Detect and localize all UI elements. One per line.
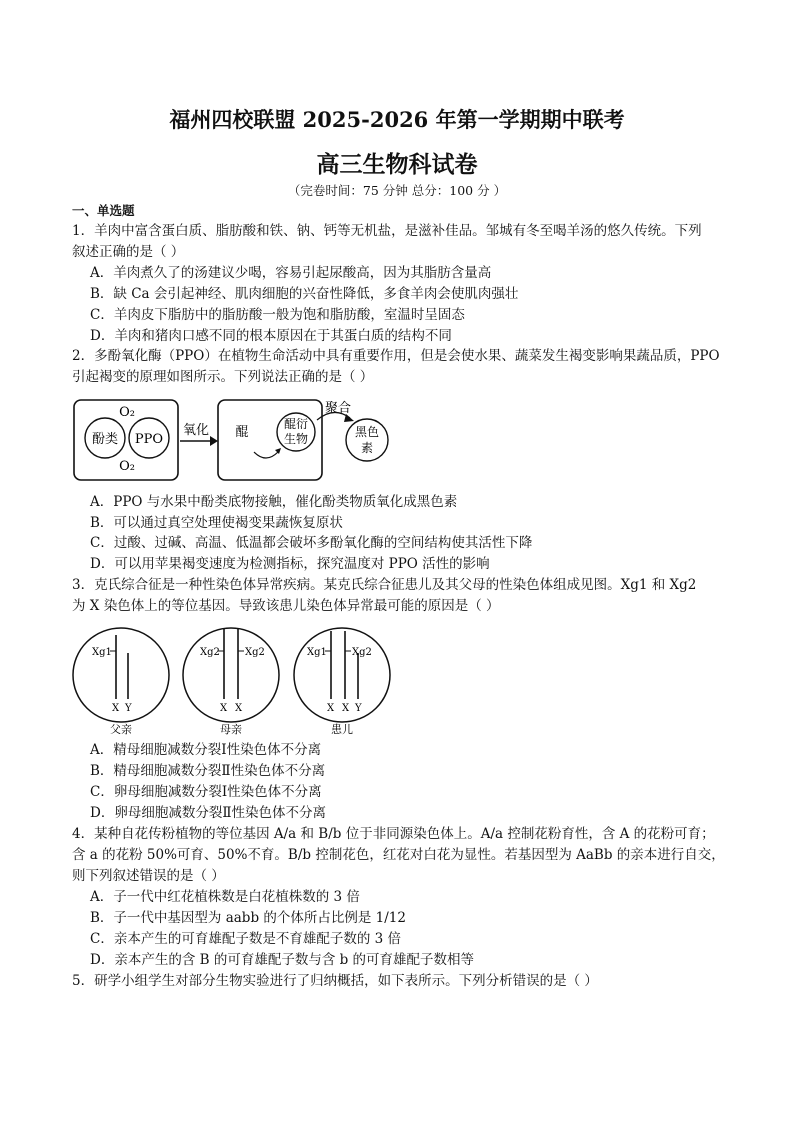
q1-stem-line2: 叙述正确的是（ ） bbox=[72, 244, 185, 260]
q3-stem-line2: 为 X 染色体上的等位基因。导致该患儿染色体异常最可能的原因是（ ） bbox=[72, 598, 500, 614]
child-chromosome-y: Y bbox=[355, 703, 362, 714]
q3-option-b: B．精母细胞减数分裂Ⅱ性染色体不分离 bbox=[90, 763, 326, 779]
mother-gene-right: Xg2 bbox=[245, 647, 265, 658]
mother-gene-left: Xg2 bbox=[200, 647, 220, 658]
q1-option-a: A．羊肉煮久了的汤建议少喝，容易引起尿酸高，因为其脂肪含量高 bbox=[90, 265, 492, 281]
q4-stem-line2: 含 a 的花粉 50%可育、50%不育。B/b 控制花色，红花对白花为显性。若基因型为 AaBb 的亲本进行自交， bbox=[72, 847, 725, 863]
melanin-label-line1: 黑色 bbox=[354, 425, 380, 439]
quinone-to-derivative-arrow bbox=[254, 452, 278, 458]
section-heading: 一、单选题 bbox=[72, 203, 135, 218]
o2-bottom-label: O₂ bbox=[119, 459, 135, 474]
exam-subtitle: 高三生物科试卷 bbox=[316, 151, 478, 178]
mother-chromosome-x2: X bbox=[235, 703, 243, 714]
q2-option-d: D．可以用苹果褐变速度为检测指标，探究温度对 PPO 活性的影响 bbox=[90, 556, 490, 572]
child-chromosome-x2: X bbox=[342, 703, 350, 714]
child-gene-right: Xg2 bbox=[352, 647, 372, 658]
melanin-label-line2: 素 bbox=[360, 441, 374, 455]
q4-stem-line1: 4．某种自花传粉植物的等位基因 A/a 和 B/b 位于非同源染色体上。A/a 控制花粉育性，含 A 的花粉可育； bbox=[72, 826, 715, 842]
oxidation-arrowhead bbox=[210, 436, 218, 446]
father-chromosome-x: X bbox=[112, 703, 120, 714]
child-gene-left: Xg1 bbox=[307, 647, 327, 658]
q4-option-d: D．亲本产生的含 B 的可育雄配子数与含 b 的可育雄配子数相等 bbox=[90, 952, 475, 968]
q1-option-d: D．羊肉和猪肉口感不同的根本原因在于其蛋白质的结构不同 bbox=[90, 328, 452, 344]
derivative-label-line1: 醌衍 bbox=[283, 417, 309, 431]
derivative-label-line2: 生物 bbox=[283, 432, 309, 446]
ppo-browning-diagram bbox=[72, 396, 402, 488]
q2-stem-line1: 2．多酚氧化酶（PPO）在植物生命活动中具有重要作用，但是会使水果、蔬菜发生褐变影响果蔬品质，PPO bbox=[72, 348, 720, 364]
q4-option-c: C．亲本产生的可育雄配子数是不育雄配子数的 3 倍 bbox=[90, 931, 402, 947]
q2-option-c: C．过酸、过碱、高温、低温都会破坏多酚氧化酶的空间结构使其活性下降 bbox=[90, 535, 533, 551]
father-chromosome-y: Y bbox=[125, 703, 132, 714]
q1-stem-line1: 1．羊肉中富含蛋白质、脂肪酸和铁、钠、钙等无机盐，是滋补佳品。邹城有冬至喝羊汤的悠久传统。下列 bbox=[72, 223, 702, 239]
ppo-label: PPO bbox=[134, 432, 164, 447]
q3-option-a: A．精母细胞减数分裂Ⅰ性染色体不分离 bbox=[90, 742, 322, 758]
oxidation-label: 氧化 bbox=[182, 423, 210, 438]
q4-option-a: A．子一代中红花植株数是白花植株数的 3 倍 bbox=[90, 889, 360, 905]
karyotype-diagram bbox=[70, 623, 410, 739]
exam-info: （完卷时间：75 分钟 总分：100 分 ） bbox=[287, 183, 507, 198]
polymerize-label: 聚合 bbox=[324, 401, 352, 416]
child-chromosome-x1: X bbox=[327, 703, 335, 714]
q1-option-c: C．羊肉皮下脂肪中的脂肪酸一般为饱和脂肪酸，室温时呈固态 bbox=[90, 307, 465, 323]
q4-option-b: B．子一代中基因型为 aabb 的个体所占比例是 1/12 bbox=[90, 910, 406, 926]
q4-stem-line3: 则下列叙述错误的是（ ） bbox=[72, 868, 225, 884]
o2-top-label: O₂ bbox=[119, 405, 135, 420]
q3-stem-line1: 3．克氏综合征是一种性染色体异常疾病。某克氏综合征患儿及其父母的性染色体组成见图。Xg1 和 Xg2 bbox=[72, 577, 697, 593]
phenol-label: 酚类 bbox=[91, 432, 119, 447]
quinone-arrowhead bbox=[275, 448, 281, 454]
q2-stem-line2: 引起褐变的原理如图所示。下列说法正确的是（ ） bbox=[72, 369, 374, 385]
mother-caption: 母亲 bbox=[220, 723, 242, 736]
q5-stem-line1: 5．研学小组学生对部分生物实验进行了归纳概括，如下表所示。下列分析错误的是（ ） bbox=[72, 973, 598, 989]
father-cell bbox=[73, 628, 169, 722]
child-caption: 患儿 bbox=[331, 723, 353, 736]
q2-option-a: A．PPO 与水果中酚类底物接触，催化酚类物质氧化成黑色素 bbox=[90, 494, 458, 510]
exam-title: 福州四校联盟 2025-2026 年第一学期期中联考 bbox=[169, 107, 625, 132]
mother-chromosome-x1: X bbox=[220, 703, 228, 714]
mother-cell bbox=[183, 628, 279, 722]
q1-option-b: B．缺 Ca 会引起神经、肌肉细胞的兴奋性降低，多食羊肉会使肌肉强壮 bbox=[90, 286, 519, 302]
father-gene-left: Xg1 bbox=[92, 647, 112, 658]
quinone-label: 醌 bbox=[235, 425, 249, 440]
father-caption: 父亲 bbox=[110, 723, 132, 736]
q3-option-d: D．卵母细胞减数分裂Ⅱ性染色体不分离 bbox=[90, 805, 326, 821]
q3-option-c: C．卵母细胞减数分裂Ⅰ性染色体不分离 bbox=[90, 784, 322, 800]
q2-option-b: B．可以通过真空处理使褐变果蔬恢复原状 bbox=[90, 515, 343, 531]
